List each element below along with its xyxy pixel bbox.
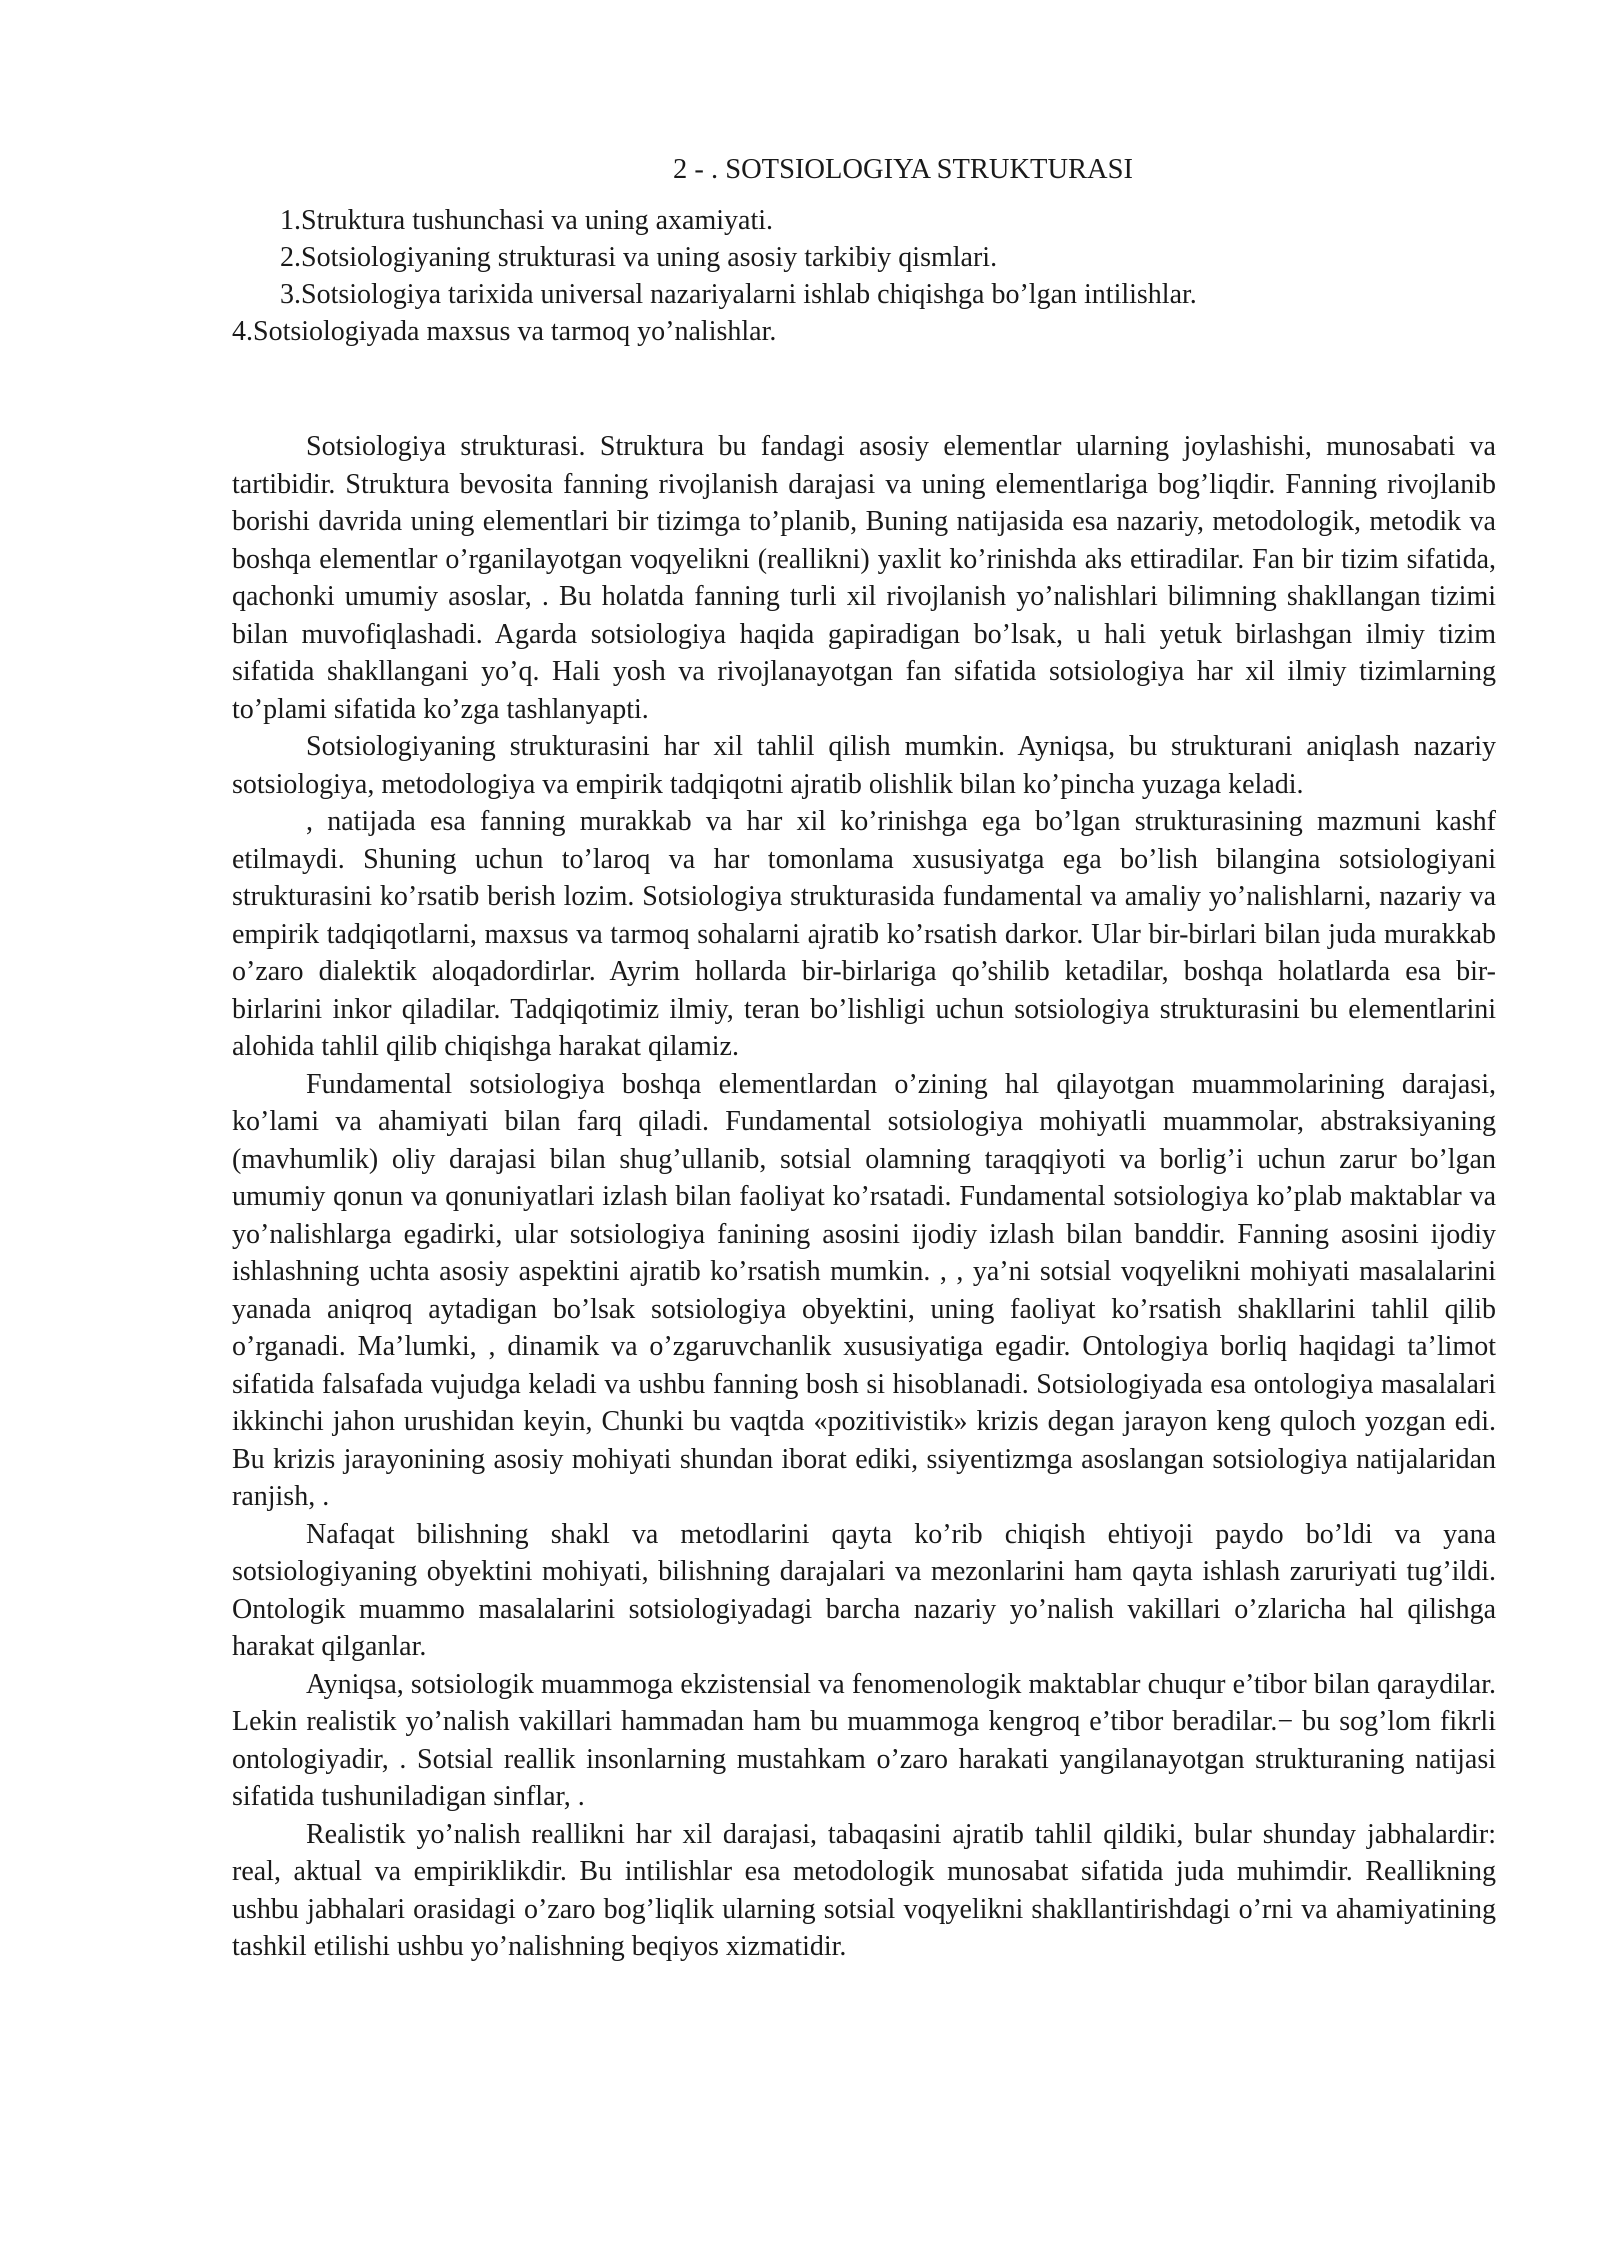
paragraph-6: Ayniqsa, sotsiologik muammoga ekzistensial va fenomenologik maktablar chuqur e’tibor bilan qaraydilar. Lekin realistik yo’nalish vakillari hammadan ham bu muammoga kengroq e’tibor beradilar.− bu sog’lom fikrli ontologiyadir, . Sotsial reallik insonlarning mustahkam o’zaro harakati yangilanayotgan strukturaning natijasi sifatida tushuniladigan sinflar, . [232,1668,1496,1812]
paragraph-1: Sotsiologiya strukturasi. Struktura bu fandagi asosiy elementlar ularning joylashishi, munosabati va tartibidir. Struktura bevosita fanning rivojlanish darajasi va uning elementlariga bog’liqdir. Fanning rivojlanib borishi davrida uning elementlari bir tizimga to’planib, Buning natijasida esa nazariy, metodologik, metodik va boshqa elementlar o’rganilayotgan voqyelikni (reallikni) yaxlit ko’rinishda aks ettiradilar. Fan bir tizim sifatida, qachonki umumiy asoslar, . Bu holatda fanning turli xil rivojlanish yo’nalishlari bilimning shakllangan tizimi bilan muvofiqlashadi. Agarda sotsiologiya haqida gapiradigan bo’lsak, u hali yetuk birlashgan ilmiy tizim sifatida shakllangani yo’q. Hali yosh va rivojlanayotgan fan sifatida sotsiologiya har xil ilmiy tizimlarning to’plami sifatida ko’zga tashlanyapti. [232,431,1496,725]
paragraph-5: Nafaqat bilishning shakl va metodlarini qayta ko’rib chiqish ehtiyoji paydo bo’ldi va yana sotsiologiyaning obyektini mohiyati, bilishning darajalari va mezonlarini ham qayta ishlash zaruriyati tug’ildi. Ontologik muammo masalalarini sotsiologiyadagi barcha nazariy yo’nalish vakillari o’zlaricha hal qilishga harakat qilganlar. [232,1518,1496,1662]
paragraph-4: Fundamental sotsiologiya boshqa elementlardan o’zining hal qilayotgan muammolarining darajasi, ko’lami va ahamiyati bilan farq qiladi. Fundamental sotsiologiya mohiyatli muammolar, abstraksiyaning (mavhumlik) oliy darajasi bilan shug’ullanib, sotsial olamning taraqqiyoti va borlig’i uchun zarur bo’lgan umumiy qonun va qonuniyatlari izlash bilan faoliyat ko’rsatadi. Fundamental sotsiologiya ko’plab maktablar va yo’nalishlarga egadirki, ular sotsiologiya fanining asosini ijodiy izlash bilan banddir. Fanning asosini ijodiy ishlashning uchta asosiy aspektini ajratib ko’rsatish mumkin. , , ya’ni sotsial voqyelikni mohiyati masalalarini yanada aniqroq aytadigan bo’lsak sotsiologiya obyektini, uning faoliyat ko’rsatish shakllarini tahlil qilib o’rganadi. Ma’lumki, , dinamik va o’zgaruvchanlik xususiyatiga egadir. Ontologiya borliq haqidagi ta’limot sifatida falsafada vujudga keladi va ushbu fanning bosh si hisoblanadi. Sotsiologiyada esa ontologiya masalalari ikkinchi jahon urushidan keyin, Chunki bu vaqtda «pozitivistik» krizis degan jarayon keng quloch yozgan edi. Bu krizis jarayonining asosiy mohiyati shundan iborat ediki, ssiyentizmga asoslangan sotsiologiya natijalaridan ranjish, . [232,1068,1496,1512]
paragraph-3: , natijada esa fanning murakkab va har xil ko’rinishga ega bo’lgan strukturasining mazmuni kashf etilmaydi. Shuning uchun to’laroq va har tomonlama xususiyatga ega bo’lish bilangina sotsiologiyani strukturasini ko’rsatib berish lozim. Sotsiologiya strukturasida fundamental va amaliy yo’nalishlarni, nazariy va empirik tadqiqotlarni, maxsus va tarmoq sohalarni ajratib ko’rsatish darkor. Ular bir-birlari bilan juda murakkab o’zaro dialektik aloqadordirlar. Ayrim hollarda bir-birlariga qo’shilib ketadilar, boshqa holatlarda esa bir-birlarini inkor qiladilar. Tadqiqotimiz ilmiy, teran bo’lishligi uchun sotsiologiya strukturasini bu elementlarini alohida tahlil qilib chiqishga harakat qilamiz. [232,806,1496,1062]
topic-item-4: 4.Sotsiologiyada maxsus va tarmoq yo’nalishlar. [232,316,777,347]
paragraph-2: Sotsiologiyaning strukturasini har xil tahlil qilish mumkin. Ayniqsa, bu strukturani aniqlash nazariy sotsiologiya, metodologiya va empirik tadqiqotni ajratib olishlik bilan ko’pincha yuzaga keladi. [232,731,1496,800]
topic-item-1: 1.Struktura tushunchasi va uning axamiyati. [280,205,774,236]
topic-item-2: 2.Sotsiologiyaning strukturasi va uning asosiy tarkibiy qismlari. [280,242,998,273]
paragraph-7: Realistik yo’nalish reallikni har xil darajasi, tabaqasini ajratib tahlil qildiki, bular shunday jabhalardir: real, aktual va empiriklikdir. Bu intilishlar esa metodologik munosabat sifatida juda muhimdir. Reallikning ushbu jabhalari orasidagi o’zaro bog’liqlik ularning sotsial voqyelikni shakllantirishdagi o’rni va ahamiyatining tashkil etilishi ushbu yo’nalishning beqiyos xizmatidir. [232,1818,1496,1962]
topic-item-3: 3.Sotsiologiya tarixida universal nazariyalarni ishlab chiqishga bo’lgan intilishlar. [280,279,1197,310]
document-page [232,152,1496,1966]
page-title: 2 - . SOTSIOLOGIYA STRUKTURASI [673,154,1133,185]
topics-list [232,202,1496,350]
document-body [232,428,1496,1966]
